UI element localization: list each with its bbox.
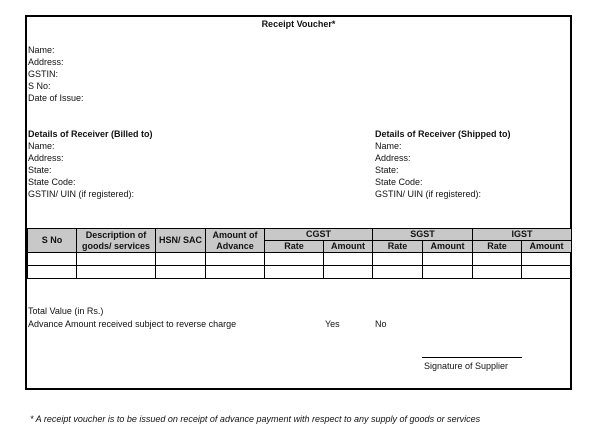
total-value-label: Total Value (in Rs.) [28,306,104,316]
shipped-gstin-label: GSTIN/ UIN (if registered): [375,189,482,199]
cell[interactable] [28,253,77,266]
signature-of-supplier-label: Signature of Supplier [424,361,509,371]
billed-address-label: Address: [28,153,64,163]
cell[interactable] [265,253,324,266]
cell[interactable] [324,266,373,279]
cell[interactable] [522,253,572,266]
header-sno: S No [28,229,77,253]
cell[interactable] [373,266,423,279]
table-row [28,266,572,279]
header-hsn-sac: HSN/ SAC [156,229,206,253]
shipped-state-label: State: [375,165,399,175]
supplier-name-label: Name: [28,45,55,55]
receipt-voucher-form [25,15,572,390]
cell[interactable] [77,253,156,266]
cell[interactable] [423,266,473,279]
signature-line [422,357,522,358]
shipped-to-heading: Details of Receiver (Shipped to) [375,129,511,139]
cell[interactable] [28,266,77,279]
shipped-address-label: Address: [375,153,411,163]
cell[interactable] [522,266,572,279]
cell[interactable] [373,253,423,266]
table-row [28,253,572,266]
header-cgst: CGST [265,229,373,241]
header-description: Description of goods/ services [77,229,156,253]
header-igst-rate: Rate [473,241,522,253]
cell[interactable] [324,253,373,266]
cell[interactable] [473,253,522,266]
date-of-issue-label: Date of Issue: [28,93,84,103]
header-sgst-rate: Rate [373,241,423,253]
shipped-name-label: Name: [375,141,402,151]
billed-to-section [28,128,153,200]
header-amount-of-advance: Amount of Advance [206,229,265,253]
shipped-state-code-label: State Code: [375,177,423,187]
shipped-to-section [375,128,511,200]
footnote: * A receipt voucher is to be issued on receipt of advance payment with respect to any supply of goods or services [30,414,481,424]
cell[interactable] [473,266,522,279]
voucher-title: Receipt Voucher* [261,19,336,29]
cell[interactable] [423,253,473,266]
header-sgst-amount: Amount [423,241,473,253]
cell[interactable] [77,266,156,279]
supplier-details [28,44,84,104]
reverse-charge-yes[interactable]: Yes [325,319,340,329]
header-cgst-amount: Amount [324,241,373,253]
cell[interactable] [206,253,265,266]
header-igst-amount: Amount [522,241,572,253]
cell[interactable] [156,253,206,266]
cell[interactable] [265,266,324,279]
header-cgst-rate: Rate [265,241,324,253]
billed-gstin-label: GSTIN/ UIN (if registered): [28,189,135,199]
cell[interactable] [156,266,206,279]
header-sgst: SGST [373,229,473,241]
items-table [27,228,572,279]
header-igst: IGST [473,229,572,241]
billed-to-heading: Details of Receiver (Billed to) [28,129,153,139]
billed-state-label: State: [28,165,52,175]
cell[interactable] [206,266,265,279]
supplier-gstin-label: GSTIN: [28,69,59,79]
reverse-charge-no[interactable]: No [375,319,387,329]
billed-state-code-label: State Code: [28,177,76,187]
supplier-address-label: Address: [28,57,64,67]
reverse-charge-label: Advance Amount received subject to reverse charge [28,319,237,329]
billed-name-label: Name: [28,141,55,151]
serial-number-label: S No: [28,81,51,91]
